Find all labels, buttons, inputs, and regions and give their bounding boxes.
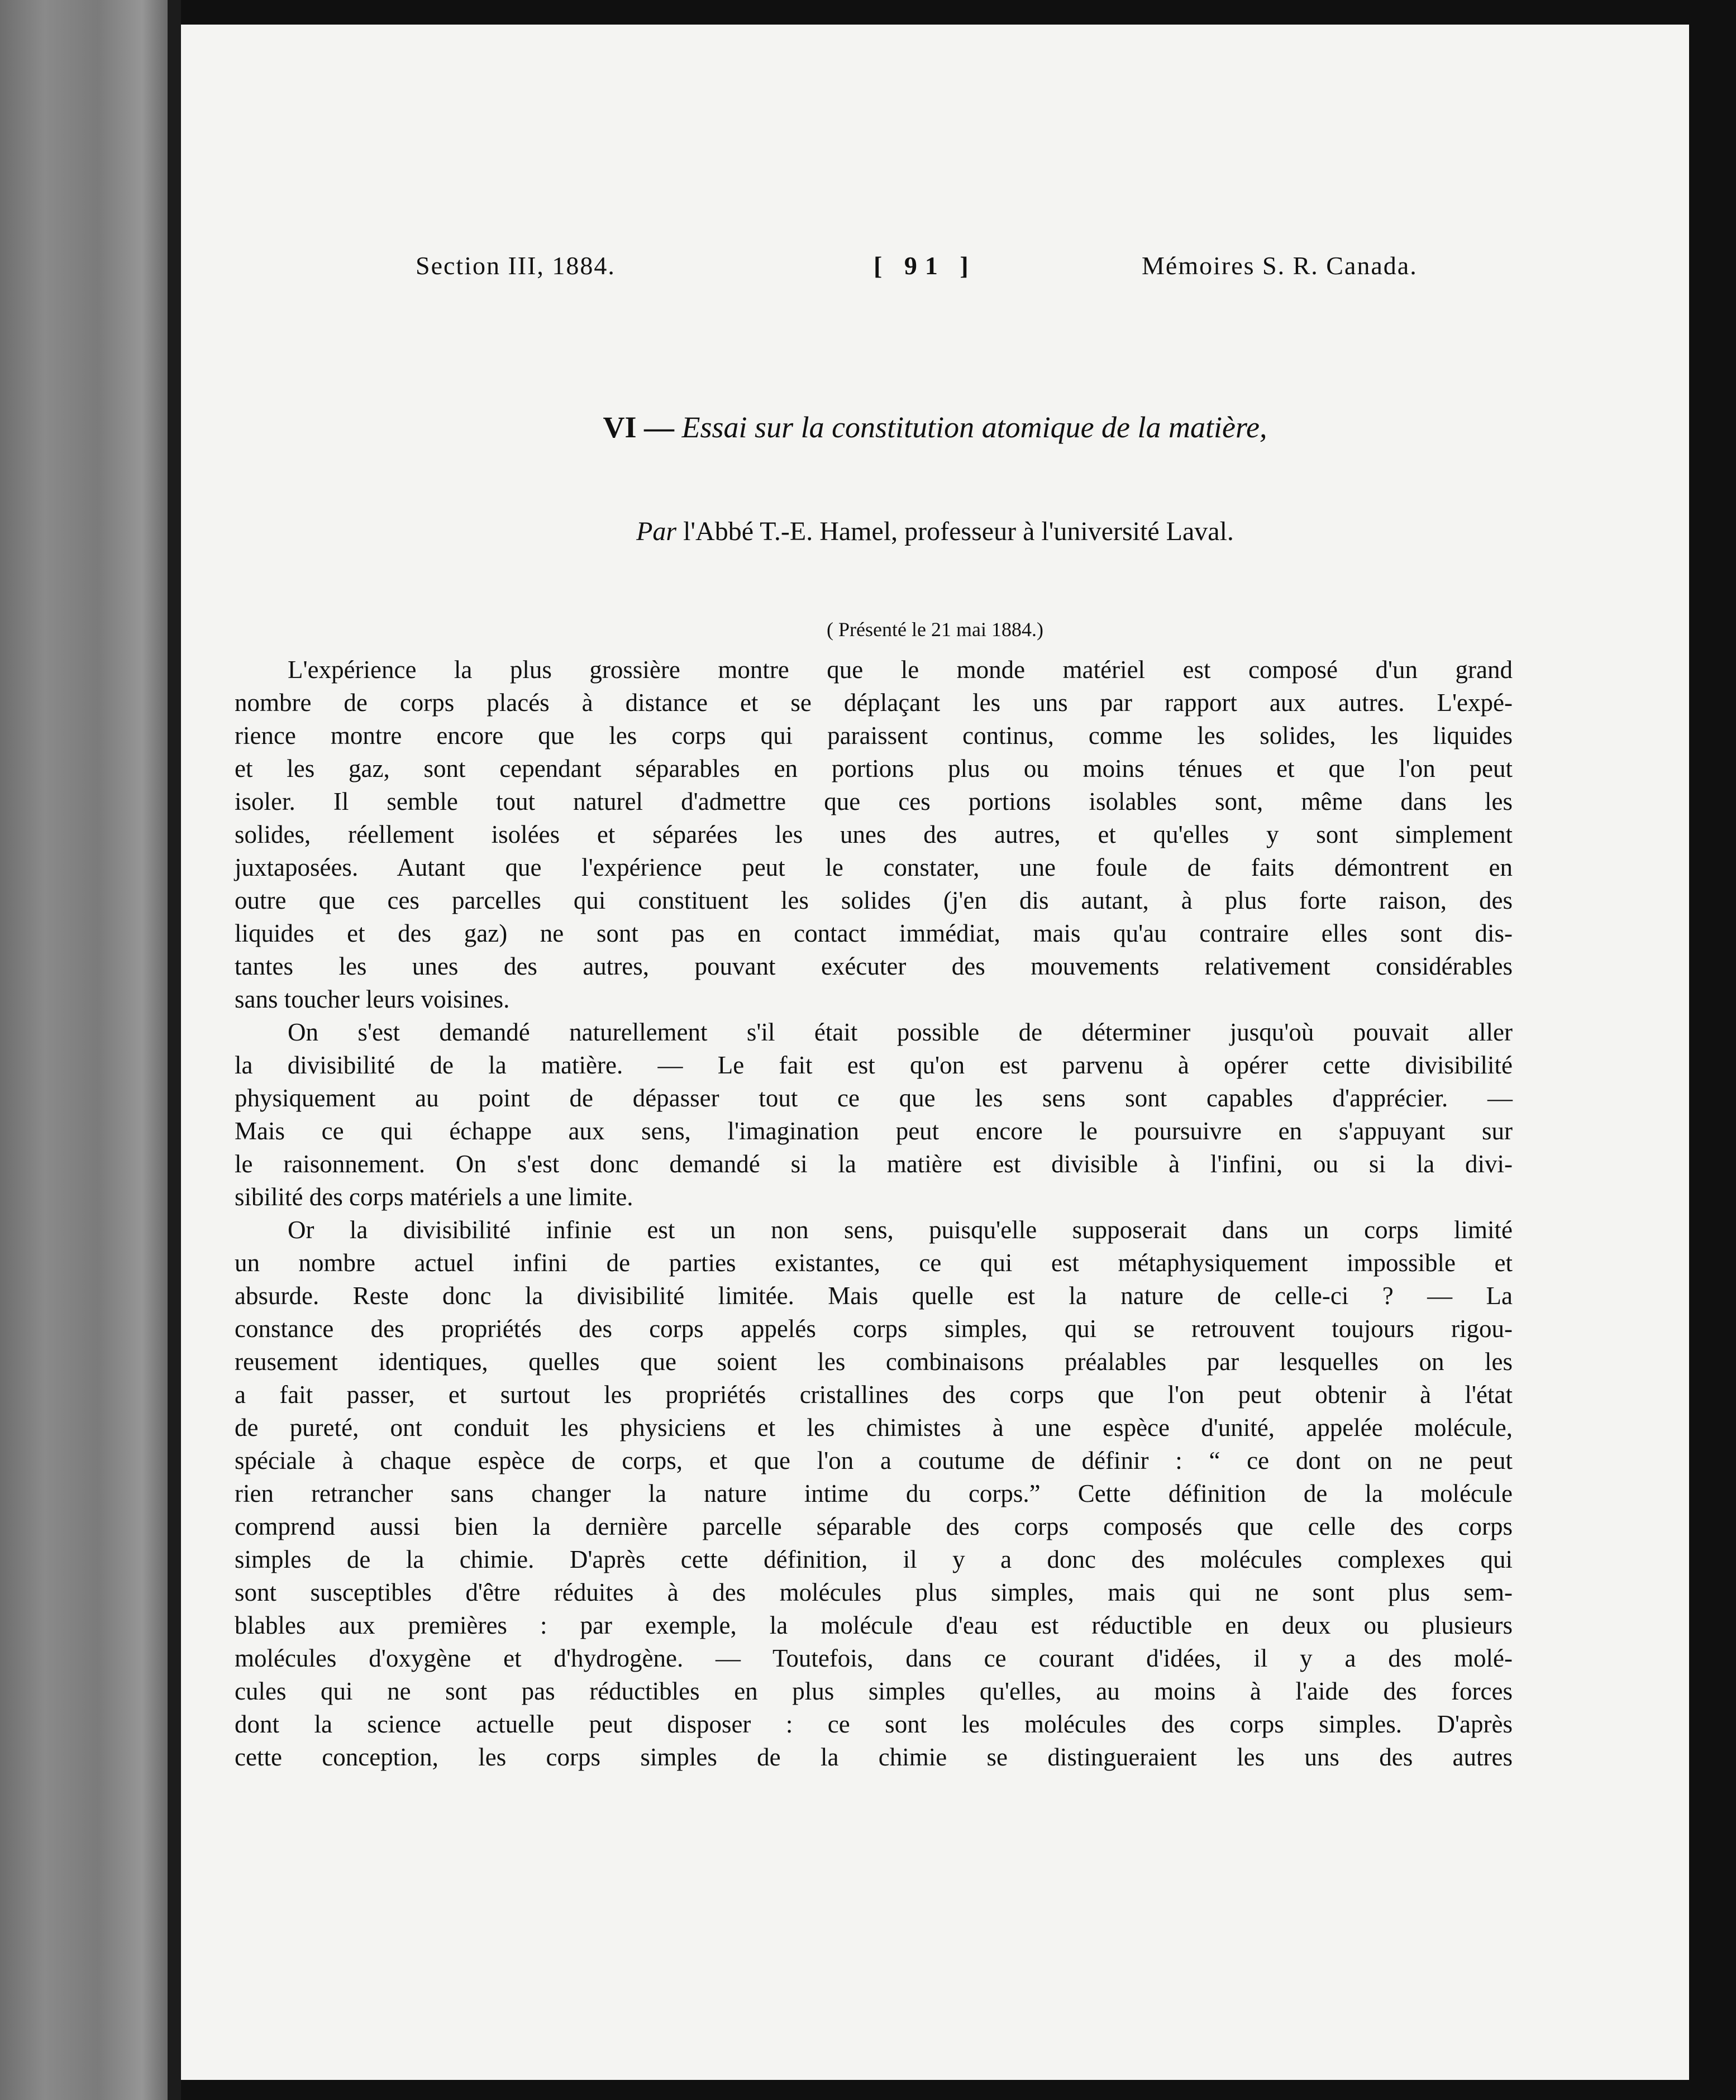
header-journal: Mémoires S. R. Canada. — [1142, 251, 1418, 280]
page-number: [ 91 ] — [874, 251, 976, 280]
text-line: a fait passer, et surtout les propriétés cristallines des corps que l'on peut obtenir à l'état — [235, 1381, 1513, 1409]
text-line: physiquement au point de dépasser tout ce que les sens sont capables d'apprécier. — — [235, 1084, 1513, 1112]
text-line: rience montre encore que les corps qui paraissent continus, comme les solides, les liquides — [235, 722, 1513, 750]
text-line: rien retrancher sans changer la nature intime du corps.” Cette définition de la molécule — [235, 1479, 1513, 1507]
text-line: sont susceptibles d'être réduites à des molécules plus simples, mais qui ne sont plus sem- — [235, 1578, 1513, 1606]
text-line: dont la science actuelle peut disposer : ce sont les molécules des corps simples. D'après — [235, 1710, 1513, 1738]
text-line: la divisibilité de la matière. — Le fait est qu'on est parvenu à opérer cette divisibilité — [235, 1051, 1513, 1079]
text-line: isoler. Il semble tout naturel d'admettre que ces portions isolables sont, même dans les — [235, 787, 1513, 815]
text-line: Mais ce qui échappe aux sens, l'imagination peut encore le poursuivre en s'appuyant sur — [235, 1117, 1513, 1145]
text-line: spéciale à chaque espèce de corps, et que l'on a coutume de définir : “ ce dont on ne peut — [235, 1447, 1513, 1474]
text-line: tantes les unes des autres, pouvant exécuter des mouvements relativement considérables — [235, 952, 1513, 980]
text-line: L'expérience la plus grossière montre que le monde matériel est composé d'un grand — [288, 656, 1513, 684]
presented-date: ( Présenté le 21 mai 1884.) — [827, 618, 1043, 641]
article-title-text: Essai sur la constitution atomique de la matière, — [681, 411, 1267, 444]
author-byline — [181, 516, 1689, 547]
header-section: Section III, 1884. — [416, 251, 616, 280]
text-line: cules qui ne sont pas réductibles en plus simples qu'elles, au moins à l'aide des forces — [235, 1677, 1513, 1705]
binding-strip — [0, 0, 178, 2100]
text-line: solides, réellement isolées et séparées les unes des autres, et qu'elles y sont simplement — [235, 820, 1513, 848]
text-line: le raisonnement. On s'est donc demandé si la matière est divisible à l'infini, ou si la divi- — [235, 1150, 1513, 1178]
text-line: comprend aussi bien la dernière parcelle séparable des corps composés que celle des corps — [235, 1512, 1513, 1540]
body-text — [235, 653, 1513, 1774]
text-line: simples de la chimie. D'après cette définition, il y a donc des molécules complexes qui — [235, 1545, 1513, 1573]
text-line: cette conception, les corps simples de la chimie se distingueraient les uns des autres — [235, 1743, 1513, 1771]
text-line: outre que ces parcelles qui constituent les solides (j'en dis autant, à plus forte raison, des — [235, 886, 1513, 914]
byline-prefix: Par — [636, 517, 677, 546]
text-line: Or la divisibilité infinie est un non sens, puisqu'elle supposerait dans un corps limité — [288, 1216, 1513, 1244]
text-line: et les gaz, sont cependant séparables en portions plus ou moins ténues et que l'on peut — [235, 755, 1513, 782]
text-line: un nombre actuel infini de parties existantes, ce qui est métaphysiquement impossible et — [235, 1249, 1513, 1277]
text-line: sans toucher leurs voisines. — [235, 985, 510, 1013]
text-line: molécules d'oxygène et d'hydrogène. — Toutefois, dans ce courant d'idées, il y a des molé- — [235, 1644, 1513, 1672]
text-line: de pureté, ont conduit les physiciens et les chimistes à une espèce d'unité, appelée molécule, — [235, 1414, 1513, 1442]
text-line: On s'est demandé naturellement s'il était possible de déterminer jusqu'où pouvait aller — [288, 1018, 1513, 1046]
text-line: reusement identiques, quelles que soient les combinaisons préalables par lesquelles on les — [235, 1348, 1513, 1376]
binding-shadow — [168, 0, 181, 2100]
text-line: juxtaposées. Autant que l'expérience peut le constater, une foule de faits démontrent en — [235, 853, 1513, 881]
article-number: VI — — [603, 411, 675, 444]
article-title — [181, 410, 1689, 445]
text-line: liquides et des gaz) ne sont pas en contact immédiat, mais qu'au contraire elles sont dis- — [235, 919, 1513, 947]
running-header — [181, 251, 1689, 301]
text-line: blables aux premières : par exemple, la molécule d'eau est réductible en deux ou plusieurs — [235, 1611, 1513, 1639]
byline-author: l'Abbé T.-E. Hamel, professeur à l'université Laval. — [683, 517, 1234, 546]
text-line: absurde. Reste donc la divisibilité limitée. Mais quelle est la nature de celle-ci ? — La — [235, 1282, 1513, 1310]
text-line: constance des propriétés des corps appelés corps simples, qui se retrouvent toujours rigou- — [235, 1315, 1513, 1343]
text-line: nombre de corps placés à distance et se déplaçant les uns par rapport aux autres. L'expé- — [235, 689, 1513, 717]
text-line: sibilité des corps matériels a une limite. — [235, 1183, 633, 1211]
